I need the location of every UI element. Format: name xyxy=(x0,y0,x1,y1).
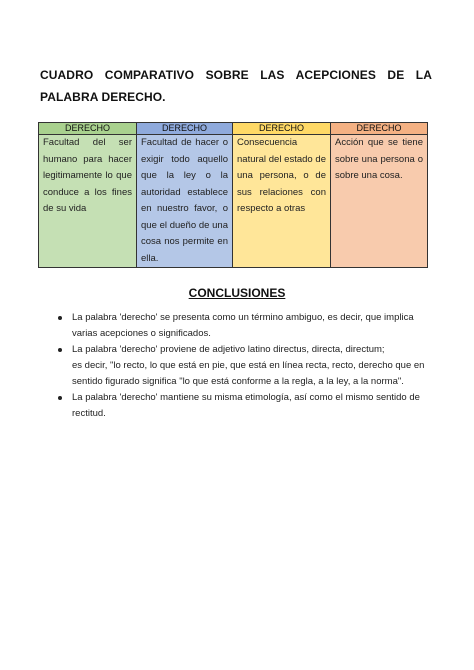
column-header: DERECHO xyxy=(39,123,137,135)
column-header: DERECHO xyxy=(233,123,331,135)
conclusions-heading: CONCLUSIONES xyxy=(188,286,286,300)
document-title: CUADRO COMPARATIVO SOBRE LAS ACEPCIONES DE LA PALABRA DERECHO. xyxy=(40,68,432,104)
table-row xyxy=(39,135,428,268)
table-cell: Consecuencia natural del estado de una persona, o de sus relaciones con respecto a otras xyxy=(233,135,331,268)
list-item xyxy=(58,390,436,422)
column-header: DERECHO xyxy=(331,123,428,135)
conclusions-list xyxy=(58,310,436,422)
list-item-text: La palabra 'derecho' se presenta como un término ambiguo, es decir, que implica varias acepciones o significados. xyxy=(72,312,414,339)
bullet-icon xyxy=(58,316,62,320)
list-item-text: es decir, "lo recto, lo que está en pie, que está en línea recta, recto, derecho que en sentido figurado significa "lo que está conforme a la regla, a la ley, a la norma". xyxy=(72,360,425,387)
table-cell: Facultad de hacer o exigir todo aquello que la ley o la autoridad establece en nuestro favor, o que el dueño de una cosa nos permite en ella. xyxy=(137,135,233,268)
table-cell: Acción que se tiene sobre una persona o sobre una cosa. xyxy=(331,135,428,268)
table-cell: Facultad del ser humano para hacer legitimamente lo que conduce a los fines de su vida xyxy=(39,135,137,268)
comparison-table xyxy=(38,122,428,268)
column-header: DERECHO xyxy=(137,123,233,135)
list-item-text: La palabra 'derecho' proviene de adjetivo latino directus, directa, directum; xyxy=(72,344,385,355)
list-item-text: La palabra 'derecho' mantiene su misma etimología, así como el mismo sentido de rectitud. xyxy=(72,392,420,419)
bullet-icon xyxy=(58,348,62,352)
list-item xyxy=(58,310,436,342)
table-header-row xyxy=(39,123,428,135)
bullet-icon xyxy=(58,396,62,400)
list-item xyxy=(58,342,436,390)
